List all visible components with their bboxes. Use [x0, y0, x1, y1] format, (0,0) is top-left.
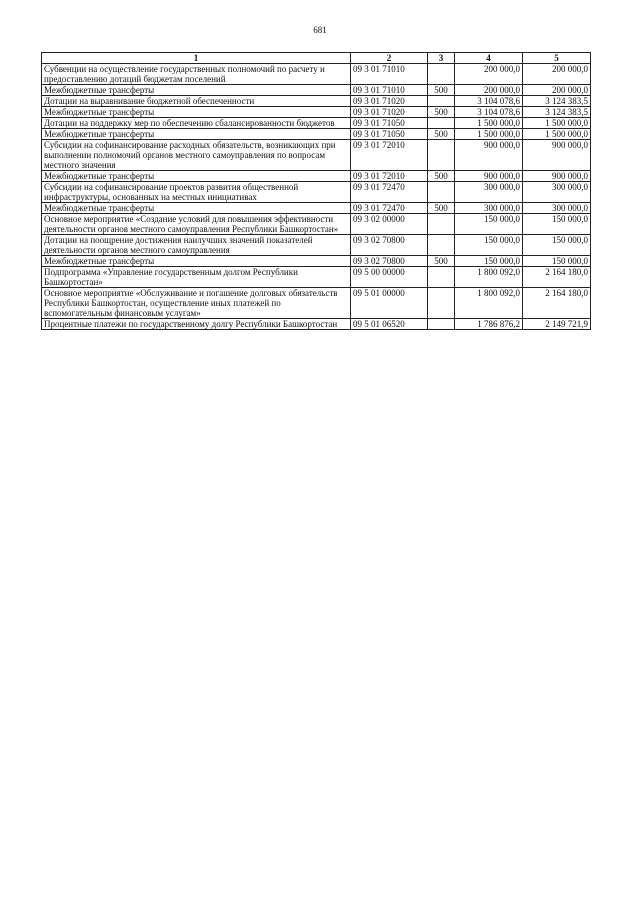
row-amount-col5-cell: 150 000,0 — [523, 214, 591, 235]
row-amount-col5-cell: 300 000,0 — [523, 203, 591, 214]
row-code-cell: 09 3 01 71020 — [351, 107, 428, 118]
row-name-cell: Межбюджетные трансферты — [42, 107, 351, 118]
row-code-cell: 09 3 01 71020 — [351, 96, 428, 107]
table-row — [42, 256, 591, 267]
row-amount-col5-cell: 150 000,0 — [523, 256, 591, 267]
table-row — [42, 235, 591, 256]
row-name-cell: Основное мероприятие «Обслуживание и погашение долговых обязательств Республики Башкортостан, осуществление иных платежей по вспомогательным финансовым услугам» — [42, 288, 351, 319]
row-expense-type-cell — [428, 64, 455, 85]
header-col-2: 2 — [351, 53, 428, 64]
row-amount-col4-cell: 150 000,0 — [455, 235, 523, 256]
row-expense-type-cell: 500 — [428, 203, 455, 214]
table-row — [42, 182, 591, 203]
row-amount-col5-cell: 900 000,0 — [523, 140, 591, 171]
row-amount-col5-cell: 3 124 383,5 — [523, 96, 591, 107]
row-name-cell: Субсидии на софинансирование проектов развития общественной инфраструктуры, основанных на местных инициативах — [42, 182, 351, 203]
row-code-cell: 09 3 01 72470 — [351, 182, 428, 203]
row-expense-type-cell — [428, 235, 455, 256]
row-amount-col5-cell: 1 500 000,0 — [523, 129, 591, 140]
header-col-1: 1 — [42, 53, 351, 64]
row-amount-col4-cell: 300 000,0 — [455, 182, 523, 203]
table-header-row — [42, 53, 591, 64]
row-expense-type-cell — [428, 118, 455, 129]
header-col-3: 3 — [428, 53, 455, 64]
row-code-cell: 09 3 02 00000 — [351, 214, 428, 235]
row-amount-col4-cell: 1 500 000,0 — [455, 118, 523, 129]
row-expense-type-cell — [428, 288, 455, 319]
row-amount-col4-cell: 200 000,0 — [455, 64, 523, 85]
row-expense-type-cell: 500 — [428, 107, 455, 118]
row-code-cell: 09 3 01 72010 — [351, 171, 428, 182]
row-expense-type-cell — [428, 214, 455, 235]
table-row — [42, 171, 591, 182]
table-row — [42, 203, 591, 214]
row-expense-type-cell — [428, 267, 455, 288]
row-amount-col4-cell: 200 000,0 — [455, 85, 523, 96]
row-amount-col5-cell: 3 124 383,5 — [523, 107, 591, 118]
row-amount-col5-cell: 200 000,0 — [523, 64, 591, 85]
row-amount-col5-cell: 2 164 180,0 — [523, 288, 591, 319]
row-amount-col4-cell: 1 800 092,0 — [455, 267, 523, 288]
table-row — [42, 96, 591, 107]
row-amount-col5-cell: 1 500 000,0 — [523, 118, 591, 129]
header-col-5: 5 — [523, 53, 591, 64]
row-amount-col4-cell: 900 000,0 — [455, 171, 523, 182]
row-expense-type-cell: 500 — [428, 171, 455, 182]
row-name-cell: Процентные платежи по государственному долгу Республики Башкортостан — [42, 319, 351, 330]
row-code-cell: 09 3 01 71050 — [351, 118, 428, 129]
row-code-cell: 09 5 01 06520 — [351, 319, 428, 330]
row-name-cell: Дотации на поддержку мер по обеспечению сбалансированности бюджетов — [42, 118, 351, 129]
row-code-cell: 09 5 01 00000 — [351, 288, 428, 319]
row-name-cell: Дотации на выравнивание бюджетной обеспеченности — [42, 96, 351, 107]
row-name-cell: Субсидии на софинансирование расходных обязательств, возникающих при выполнении полномочий органов местного самоуправления по вопросам местного значения — [42, 140, 351, 171]
row-amount-col4-cell: 3 104 078,6 — [455, 107, 523, 118]
row-amount-col4-cell: 3 104 078,6 — [455, 96, 523, 107]
row-name-cell: Субвенции на осуществление государственных полномочий по расчету и предоставлению дотаций бюджетам поселений — [42, 64, 351, 85]
row-amount-col4-cell: 300 000,0 — [455, 203, 523, 214]
table-row — [42, 107, 591, 118]
row-name-cell: Дотации на поощрение достижения наилучших значений показателей деятельности органов местного самоуправления — [42, 235, 351, 256]
row-amount-col5-cell: 2 149 721,9 — [523, 319, 591, 330]
row-code-cell: 09 5 00 00000 — [351, 267, 428, 288]
row-code-cell: 09 3 01 71010 — [351, 85, 428, 96]
table-row — [42, 118, 591, 129]
row-amount-col5-cell: 2 164 180,0 — [523, 267, 591, 288]
row-name-cell: Основное мероприятие «Создание условий для повышения эффективности деятельности органов местного самоуправления Республики Башкортостан» — [42, 214, 351, 235]
page-number: 681 — [313, 25, 327, 35]
row-expense-type-cell: 500 — [428, 85, 455, 96]
header-col-4: 4 — [455, 53, 523, 64]
row-expense-type-cell — [428, 182, 455, 203]
row-code-cell: 09 3 01 71050 — [351, 129, 428, 140]
row-name-cell: Межбюджетные трансферты — [42, 171, 351, 182]
row-name-cell: Подпрограмма «Управление государственным долгом Республики Башкортостан» — [42, 267, 351, 288]
row-amount-col5-cell: 900 000,0 — [523, 171, 591, 182]
row-name-cell: Межбюджетные трансферты — [42, 129, 351, 140]
table-row — [42, 319, 591, 330]
row-expense-type-cell — [428, 140, 455, 171]
row-code-cell: 09 3 01 72010 — [351, 140, 428, 171]
row-expense-type-cell — [428, 96, 455, 107]
row-expense-type-cell: 500 — [428, 256, 455, 267]
row-name-cell: Межбюджетные трансферты — [42, 85, 351, 96]
row-expense-type-cell: 500 — [428, 129, 455, 140]
row-code-cell: 09 3 02 70800 — [351, 235, 428, 256]
row-amount-col5-cell: 150 000,0 — [523, 235, 591, 256]
table-row — [42, 85, 591, 96]
table-row — [42, 64, 591, 85]
row-expense-type-cell — [428, 319, 455, 330]
row-amount-col4-cell: 1 800 092,0 — [455, 288, 523, 319]
budget-table — [41, 52, 591, 330]
table-row — [42, 267, 591, 288]
row-amount-col4-cell: 1 500 000,0 — [455, 129, 523, 140]
row-amount-col5-cell: 300 000,0 — [523, 182, 591, 203]
row-amount-col4-cell: 900 000,0 — [455, 140, 523, 171]
table-row — [42, 140, 591, 171]
table-row — [42, 129, 591, 140]
row-amount-col4-cell: 150 000,0 — [455, 256, 523, 267]
row-name-cell: Межбюджетные трансферты — [42, 256, 351, 267]
row-amount-col4-cell: 1 786 876,2 — [455, 319, 523, 330]
row-name-cell: Межбюджетные трансферты — [42, 203, 351, 214]
row-code-cell: 09 3 02 70800 — [351, 256, 428, 267]
table-row — [42, 214, 591, 235]
row-amount-col4-cell: 150 000,0 — [455, 214, 523, 235]
row-amount-col5-cell: 200 000,0 — [523, 85, 591, 96]
row-code-cell: 09 3 01 71010 — [351, 64, 428, 85]
row-code-cell: 09 3 01 72470 — [351, 203, 428, 214]
table-row — [42, 288, 591, 319]
